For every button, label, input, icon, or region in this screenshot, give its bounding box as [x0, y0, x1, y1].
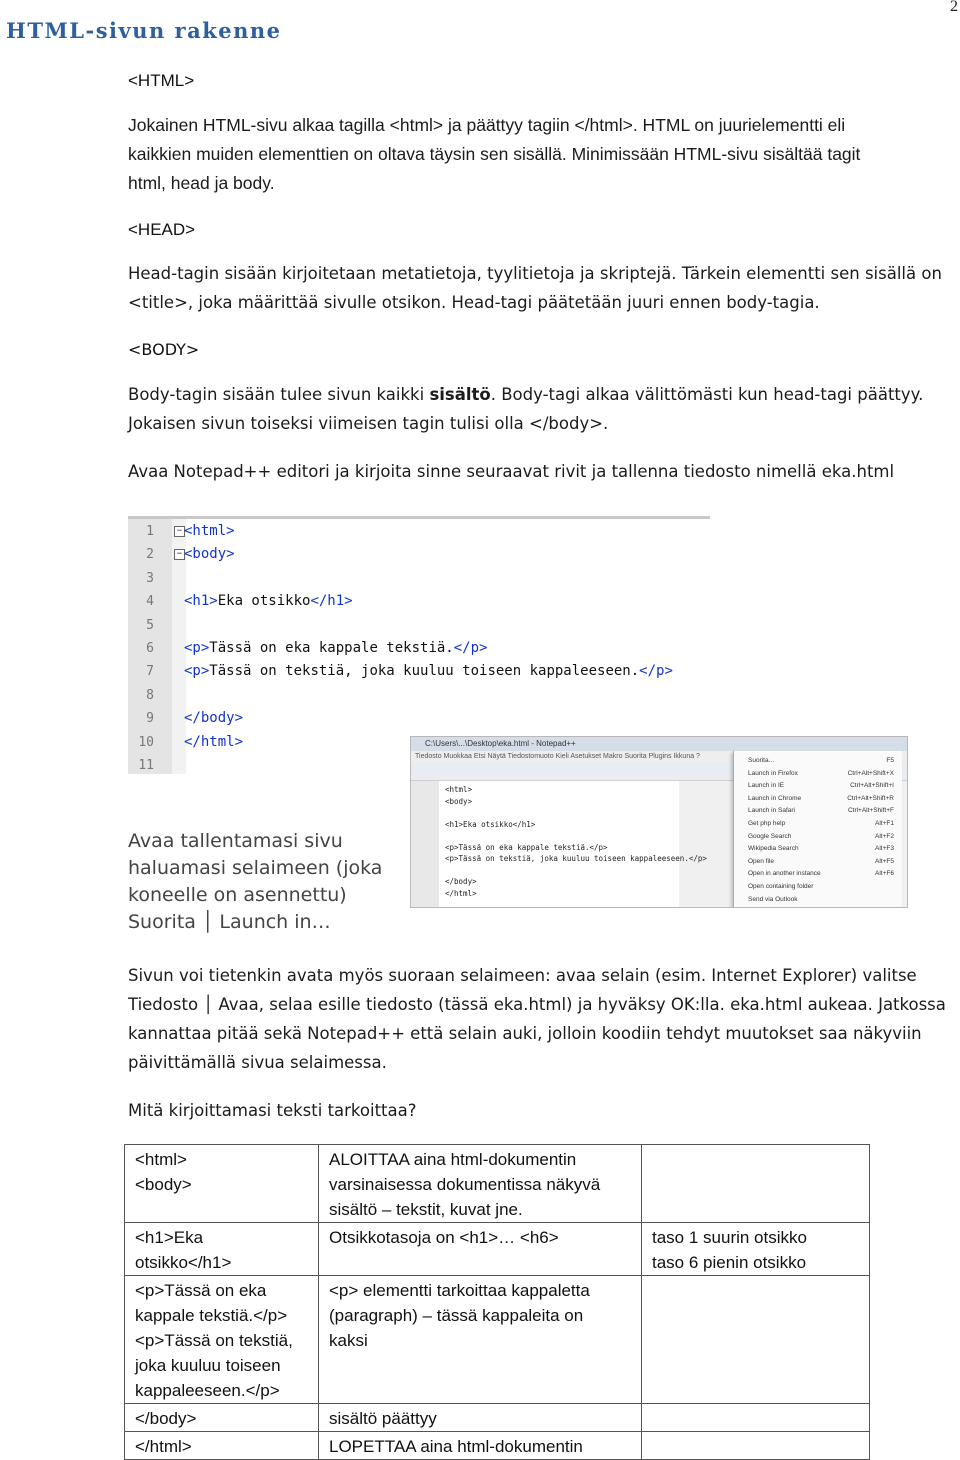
cell-line: <body> [135, 1175, 192, 1194]
table-cell [642, 1432, 870, 1460]
table-cell [319, 1276, 642, 1404]
cell-line: taso 6 pienin otsikko [652, 1253, 807, 1272]
line-number: 7 [146, 664, 154, 680]
table-cell [319, 1223, 642, 1276]
run-menu-item[interactable] [734, 805, 902, 817]
paragraph-line: päivittämällä sivua selaimessa. [128, 1053, 387, 1072]
paragraph-line: <title>, joka määrittää sivulle otsikon. Head-tagi päätetään juuri ennen body-tagia. [128, 293, 820, 312]
menu-item-label: Google Search [748, 832, 792, 840]
paragraph-line: kannattaa pitää sekä Notepad++ että selain auki, jolloin koodiin tehdyt muutokset saa näkyviin [128, 1024, 922, 1043]
table-cell [319, 1145, 642, 1223]
code-line [128, 661, 710, 684]
run-menu-item[interactable] [734, 818, 902, 830]
menu-item-label: Open file [748, 857, 775, 865]
paragraph-line: Jokainen HTML-sivu alkaa tagilla <html> ja päättyy tagiin </html>. HTML on juurielementti eli [128, 115, 846, 135]
head-tag-heading: <HEAD> [128, 220, 196, 239]
menu-item-shortcut: Alt+F2 [875, 832, 894, 840]
cell-line: (paragraph) – tässä kappaleita on [329, 1306, 584, 1325]
menu-item-label: Launch in Safari [748, 807, 795, 815]
cell-line: </html> [135, 1437, 192, 1456]
menu-item-label: Launch in IE [748, 782, 785, 790]
menu-item-shortcut: F5 [886, 757, 894, 764]
cell-line: taso 1 suurin otsikko [652, 1228, 807, 1247]
menu-item-label: Suorita... [748, 757, 775, 764]
run-menu-item[interactable] [734, 868, 902, 880]
menu-item-shortcut: Alt+F6 [875, 870, 894, 878]
table-cell [125, 1223, 319, 1276]
notepad-code-line: <h1>Eka otsikko</h1> [445, 819, 536, 829]
html-paragraph [128, 111, 948, 198]
table-cell [319, 1432, 642, 1460]
notepad-gutter [411, 781, 439, 907]
table-row [125, 1145, 870, 1223]
open-browser-caption [128, 828, 398, 936]
notepad-editor [411, 781, 707, 907]
menu-item-label: Wikipedia Search [748, 845, 799, 853]
table-cell [642, 1276, 870, 1404]
paragraph-line: Tiedosto │ Avaa, selaa esille tiedosto (tässä eka.html) ja hyväksy OK:lla. eka.html aukeaa. Jatkossa [128, 995, 946, 1014]
run-menu-item[interactable] [734, 843, 902, 855]
code-text: <h1>Eka otsikko</h1> [184, 593, 353, 610]
table-cell [642, 1404, 870, 1432]
cell-line: varsinaisessa dokumentissa näkyvä [329, 1175, 601, 1194]
table-row [125, 1276, 870, 1404]
code-line [128, 638, 710, 661]
menu-item-label: Get php help [748, 820, 786, 827]
menu-item-shortcut: Ctrl+Alt+Shift+X [847, 769, 894, 777]
run-menu-item[interactable] [734, 755, 902, 767]
menu-item-shortcut: Ctrl+Alt+Shift+I [850, 782, 894, 790]
line-number: 11 [138, 758, 154, 773]
menu-item-shortcut: Ctrl+Alt+Shift+R [847, 794, 894, 802]
table-cell [125, 1432, 319, 1460]
cell-line: otsikko</h1> [135, 1253, 232, 1272]
cell-line: <html> [135, 1150, 187, 1169]
table-cell [319, 1404, 642, 1432]
cell-line: sisältö – tekstit, kuvat jne. [329, 1200, 523, 1219]
line-number: 1 [146, 524, 154, 539]
line-number: 6 [146, 641, 154, 656]
run-menu-item[interactable] [734, 768, 902, 780]
code-text: <p>Tässä on eka kappale tekstiä.</p> [184, 640, 488, 656]
caption-line: Avaa tallentamasi sivu [128, 830, 343, 852]
paragraph-line: Sivun voi tietenkin avata myös suoraan selaimeen: avaa selain (esim. Internet Explorer) valitse [128, 966, 917, 985]
menu-item-shortcut: Alt+F3 [875, 845, 894, 853]
paragraph-line: Head-tagin sisään kirjoitetaan metatietoja, tyylitietoja ja skriptejä. Tärkein elementti sen sisällä on [128, 264, 942, 283]
paragraph-line: Body-tagin sisään tulee sivun kaikki sisältö. Body-tagi alkaa välittömästi kun head-tagi päättyy. [128, 385, 924, 404]
browser-paragraph [128, 961, 953, 1077]
fold-toggle-icon: − [174, 526, 185, 537]
cell-line: joka kuuluu toiseen [135, 1356, 281, 1375]
line-number: 2 [146, 547, 154, 563]
notepad-code-line: </body> [445, 877, 477, 886]
table-row [125, 1404, 870, 1432]
run-menu [733, 751, 902, 907]
table-row [125, 1432, 870, 1460]
page-number: 2 [950, 0, 958, 15]
notepad-title-bar: C:\Users\...\Desktop\eka.html - Notepad++ [411, 737, 907, 751]
code-line [128, 708, 710, 731]
menu-item-label: Open containing folder [748, 883, 814, 890]
table-cell [125, 1276, 319, 1404]
html-tag-heading: <HTML> [128, 71, 195, 90]
code-text: </html> [184, 733, 244, 750]
paragraph-line: kaikkien muiden elementtien on oltava täysin sen sisällä. Minimissään HTML-sivu sisältää tagit [128, 144, 861, 164]
table-row [125, 1223, 870, 1276]
table-cell [642, 1145, 870, 1223]
code-text: <p>Tässä on tekstiä, joka kuuluu toiseen kappaleeseen.</p> [184, 663, 673, 680]
line-number: 5 [146, 617, 154, 633]
cell-line: kappale tekstiä.</p> [135, 1306, 288, 1325]
caption-line: haluamasi selaimeen (joka [128, 857, 383, 879]
cell-line: </body> [135, 1409, 197, 1428]
line-number: 3 [146, 570, 154, 586]
cell-line: Otsikkotasoja on <h1>… <h6> [329, 1228, 559, 1247]
notepad-screenshot [410, 736, 908, 908]
caption-line: koneelle on asennettu) [128, 884, 347, 906]
paragraph-line: Jokaisen sivun toiseksi viimeisen tagin tulisi olla </body>. [128, 414, 609, 433]
cell-line: kappaleeseen.</p> [135, 1381, 280, 1400]
menu-item-label: Launch in Firefox [748, 769, 798, 777]
code-line [128, 521, 710, 544]
code-line [128, 685, 710, 708]
code-text: </body> [184, 710, 244, 727]
line-number: 4 [146, 594, 154, 610]
notepad-code-line: <body> [445, 796, 473, 806]
instruction-text: Avaa Notepad++ editori ja kirjoita sinne seuraavat rivit ja tallenna tiedosto nimellä eka.html [128, 462, 895, 481]
cell-line: <p> elementti tarkoittaa kappaletta [329, 1281, 590, 1300]
code-line [128, 615, 710, 638]
body-paragraph [128, 380, 953, 438]
table-cell [125, 1404, 319, 1432]
line-number: 9 [146, 711, 154, 727]
tag-explanation-table [124, 1144, 870, 1460]
run-menu-item[interactable] [734, 780, 902, 792]
notepad-code-line: <html> [445, 785, 473, 794]
line-number: 10 [138, 734, 154, 750]
notepad-code-line: <p>Tässä on eka kappale tekstiä.</p> [445, 842, 608, 852]
notepad-code-line: </html> [445, 888, 477, 898]
menu-item-shortcut: Alt+F1 [875, 820, 894, 827]
caption-line: Suorita │ Launch in… [128, 911, 331, 933]
bold-word: sisältö [429, 385, 491, 404]
menu-item-label: Launch in Chrome [748, 794, 802, 802]
body-tag-heading: <BODY> [128, 340, 200, 359]
run-menu-item[interactable] [734, 881, 902, 893]
cell-line: <h1>Eka [135, 1228, 204, 1247]
notepad-code-line: <p>Tässä on tekstiä, joka kuuluu toiseen kappaleeseen.</p> [445, 854, 707, 863]
code-line [128, 544, 710, 567]
code-line [128, 591, 710, 614]
menu-item-label: Open in another instance [748, 870, 821, 878]
notepad-menubar: Tiedosto Muokkaa Etsi Näytä Tiedostomuoto Kieli Asetukset Makro Suorita Plugins Ikkuna ? [411, 751, 907, 762]
head-paragraph [128, 259, 953, 317]
document-header-title: HTML-sivun rakenne [6, 18, 282, 43]
table-cell [125, 1145, 319, 1223]
question-text: Mitä kirjoittamasi teksti tarkoittaa? [128, 1101, 417, 1120]
cell-line: <p>Tässä on tekstiä, [135, 1331, 293, 1350]
cell-line: kaksi [329, 1331, 368, 1350]
cell-line: ALOITTAA aina html-dokumentin [329, 1150, 577, 1169]
menu-item-shortcut: Ctrl+Alt+Shift+F [847, 807, 894, 815]
cell-line: <p>Tässä on eka [135, 1281, 267, 1300]
code-text: <html> [184, 523, 235, 539]
fold-toggle-icon: − [174, 549, 185, 560]
run-menu-item[interactable] [734, 793, 902, 805]
line-number: 8 [146, 687, 154, 703]
run-menu-item[interactable] [734, 856, 902, 868]
cell-line: sisältö päättyy [329, 1409, 437, 1428]
code-line [128, 568, 710, 591]
menu-item-label: Send via Outlook [748, 895, 798, 903]
paragraph-line: html, head ja body. [128, 173, 275, 193]
run-menu-item[interactable] [734, 831, 902, 843]
cell-line: LOPETTAA aina html-dokumentin [329, 1437, 583, 1456]
menu-item-shortcut: Alt+F5 [875, 857, 894, 865]
code-text: <body> [184, 546, 235, 563]
run-menu-item[interactable] [734, 894, 902, 906]
table-cell [642, 1223, 870, 1276]
